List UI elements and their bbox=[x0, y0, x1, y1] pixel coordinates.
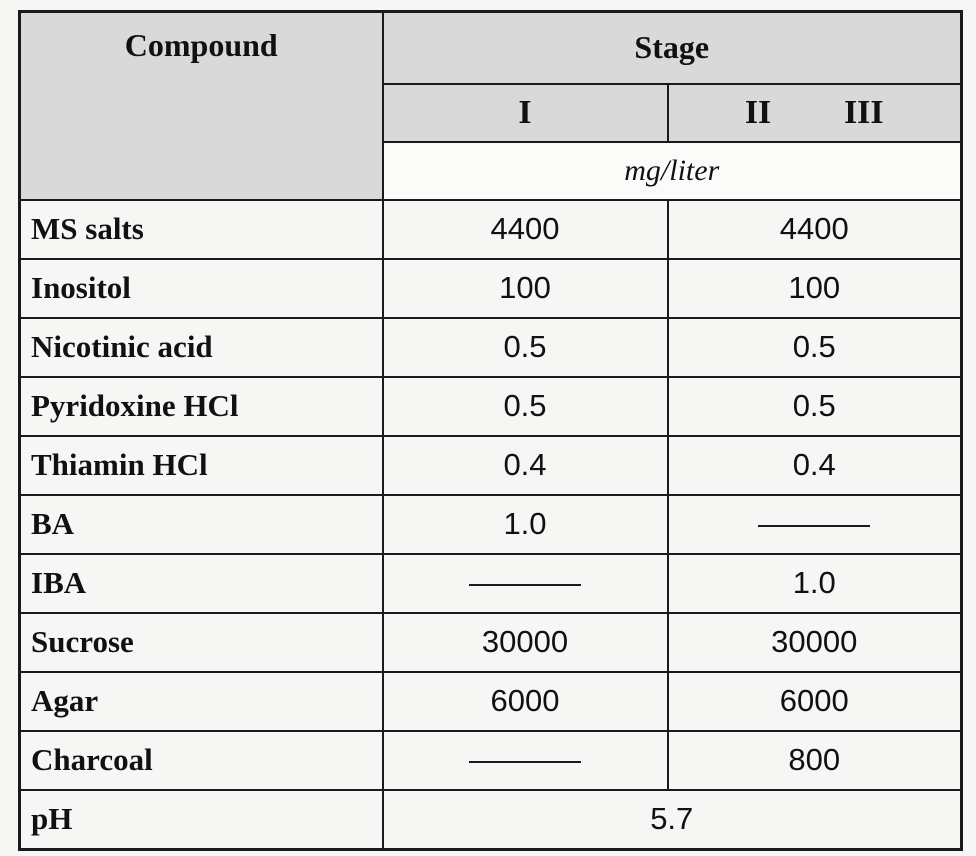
stage-i-value: 100 bbox=[383, 259, 668, 318]
compound-name: BA bbox=[20, 495, 383, 554]
stage-i-value: 4400 bbox=[383, 200, 668, 259]
table-row bbox=[20, 495, 962, 554]
stage-i-value: 0.5 bbox=[383, 318, 668, 377]
empty-value-dash bbox=[469, 761, 581, 763]
stage-ii-iii-value: 4400 bbox=[668, 200, 962, 259]
compound-name: Nicotinic acid bbox=[20, 318, 383, 377]
table-row bbox=[20, 200, 962, 259]
ph-label: pH bbox=[20, 790, 383, 850]
empty-value-dash bbox=[758, 525, 870, 527]
stage-ii-iii-value bbox=[668, 495, 962, 554]
table-body bbox=[20, 200, 962, 790]
table-row bbox=[20, 259, 962, 318]
stage-i-value: 30000 bbox=[383, 613, 668, 672]
stage-ii-iii-value: 30000 bbox=[668, 613, 962, 672]
stage-ii-iii-value: 1.0 bbox=[668, 554, 962, 613]
stage-header: Stage bbox=[383, 12, 962, 84]
stage-ii-iii-value: 0.5 bbox=[668, 318, 962, 377]
stage-ii-iii-value: 800 bbox=[668, 731, 962, 790]
stage-i-value: 6000 bbox=[383, 672, 668, 731]
table-row bbox=[20, 672, 962, 731]
unit-label: mg/liter bbox=[383, 142, 962, 200]
stage-ii-iii-header bbox=[668, 84, 962, 142]
media-composition-table-wrapper bbox=[18, 10, 960, 836]
stage-i-value: 0.4 bbox=[383, 436, 668, 495]
stage-ii-iii-value: 100 bbox=[668, 259, 962, 318]
stage-iii-label: III bbox=[843, 93, 884, 131]
stage-i-value bbox=[383, 731, 668, 790]
stage-i-value: 0.5 bbox=[383, 377, 668, 436]
table-row bbox=[20, 377, 962, 436]
compound-name: Sucrose bbox=[20, 613, 383, 672]
compound-name: Charcoal bbox=[20, 731, 383, 790]
table-row bbox=[20, 731, 962, 790]
compound-header: Compound bbox=[20, 12, 383, 200]
ph-value: 5.7 bbox=[383, 790, 962, 850]
compound-name: Agar bbox=[20, 672, 383, 731]
empty-value-dash bbox=[469, 584, 581, 586]
table-row bbox=[20, 554, 962, 613]
compound-name: IBA bbox=[20, 554, 383, 613]
compound-name: Pyridoxine HCl bbox=[20, 377, 383, 436]
stage-ii-iii-value: 0.5 bbox=[668, 377, 962, 436]
stage-i-value bbox=[383, 554, 668, 613]
stage-i-value: 1.0 bbox=[383, 495, 668, 554]
media-composition-table bbox=[18, 10, 963, 851]
compound-name: Inositol bbox=[20, 259, 383, 318]
table-row bbox=[20, 318, 962, 377]
stage-ii-iii-value: 0.4 bbox=[668, 436, 962, 495]
stage-ii-iii-value: 6000 bbox=[668, 672, 962, 731]
table-row bbox=[20, 436, 962, 495]
stage-ii-label: II bbox=[744, 93, 772, 131]
compound-name: Thiamin HCl bbox=[20, 436, 383, 495]
compound-name: MS salts bbox=[20, 200, 383, 259]
table-row bbox=[20, 613, 962, 672]
stage-i-header: I bbox=[383, 84, 668, 142]
